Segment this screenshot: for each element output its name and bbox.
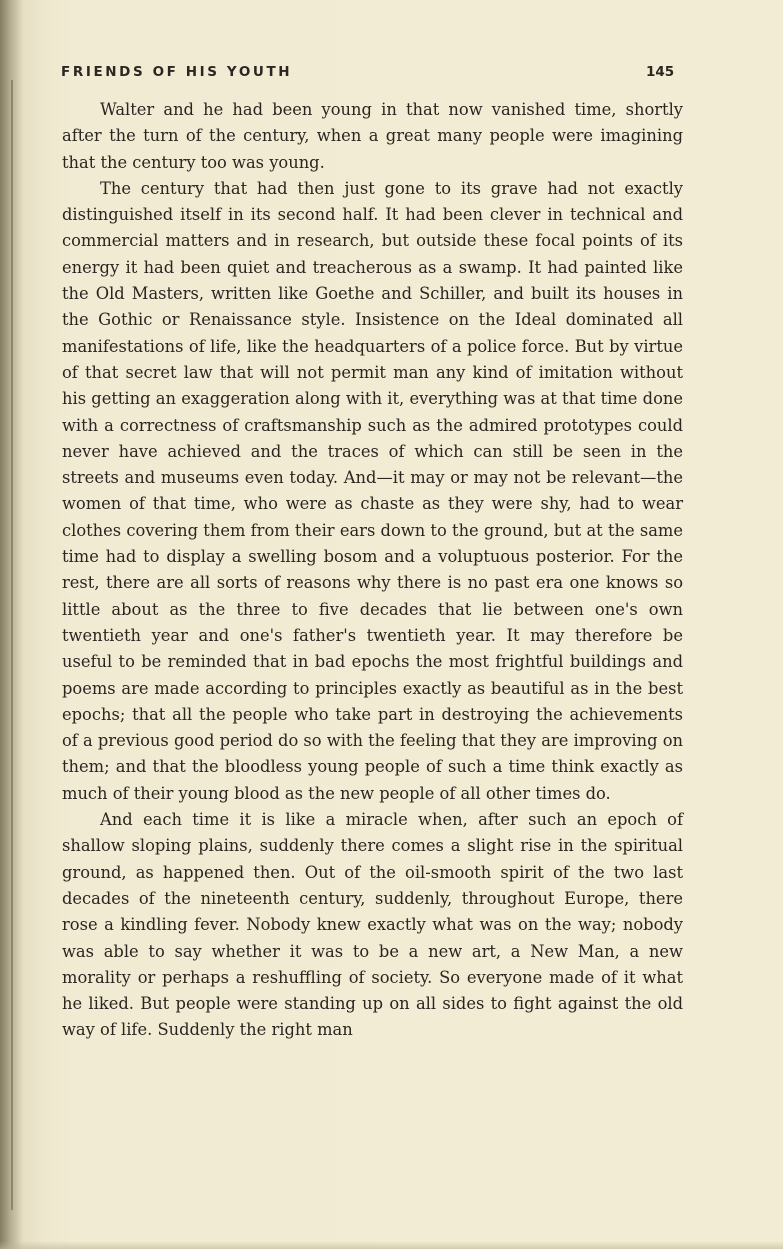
body-text — [62, 97, 683, 1044]
paragraph: Walter and he had been young in that now vanished time, shortly after the turn of the century, when a great many people were imagining that the century too was young. — [62, 100, 683, 172]
paragraph: The century that had then just gone to its grave had not exactly distinguished itself in its second half. It had been clever in technical and commercial matters and in research, but outside these focal points of its energy it had been quiet and treacherous as a swamp. It had painted like the Old Masters, written like Goethe and Schiller, and built its houses in the Gothic or Renaissance style. Insistence on the Ideal dominated all manifestations of life, like the headquarters of a police force. But by virtue of that secret law that will not permit man any kind of imitation without his getting an exaggeration along with it, everything was at that time done with a correctness of craftsmanship such as the admired prototypes could never have achieved and the traces of which can still be seen in the streets and museums even today. And—it may or may not be relevant—the women of that time, who were as chaste as they were shy, had to wear clothes covering them from their ears down to the ground, but at the same time had to display a swelling bosom and a voluptuous posterior. For the rest, there are all sorts of reasons why there is no past era one knows so little about as the three to five decades that lie between one's own twentieth year and one's father's twentieth year. It may therefore be useful to be reminded that in bad epochs the most frightful buildings and poems are made according to principles exactly as beautiful as in the best epochs; that all the people who take part in destroying the achievements of a previous good period do so with the feeling that they are improving on them; and that the bloodless young people of such a time think exactly as much of their young blood as the new people of all other times do. — [62, 178, 683, 803]
gutter-edge — [11, 80, 13, 1210]
page-bottom-edge — [0, 1241, 783, 1249]
paragraph: And each time it is like a miracle when, after such an epoch of shallow sloping plains, suddenly there comes a slight rise in the spiritual ground, as happened then. Out of the oil-smooth spirit of the two last decades of the nineteenth century, suddenly, throughout Europe, there rose a kindling fever. Nobody knew exactly what was on the way; nobody was able to say whether it was to be a new art, a New Man, a new morality or perhaps a reshuffling of society. So everyone made of it what he liked. But people were standing up on all sides to fight against the old way of life. Suddenly the right man — [62, 810, 683, 1040]
page-number: 145 — [646, 64, 675, 80]
running-header: FRIENDS OF HIS YOUTH — [61, 64, 293, 80]
